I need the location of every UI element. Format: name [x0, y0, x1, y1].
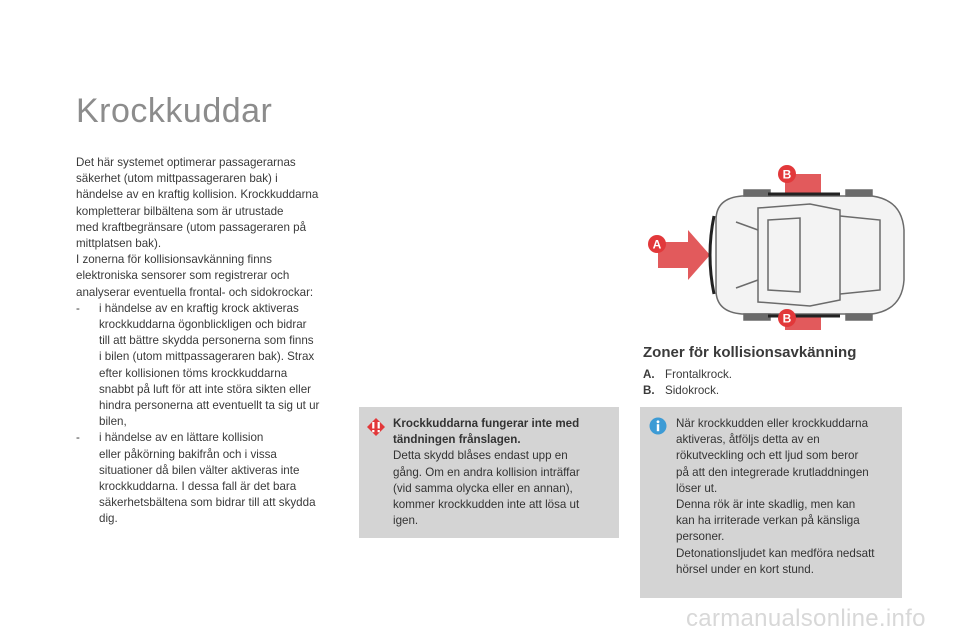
- text-line: hindra personerna att eventuellt ta sig ut ur: [99, 399, 320, 413]
- text-line: händelse av en kraftig kollision. Krockkuddarna: [76, 188, 319, 202]
- info-icon: [649, 417, 667, 435]
- text-line: kompletterar bilbältena som är utrustade: [76, 204, 284, 218]
- zone-item: [643, 383, 732, 399]
- frontal-impact-arrow: [658, 230, 710, 280]
- text-line: I zonerna för kollisionsavkänning finns: [76, 253, 272, 267]
- info-line: aktiveras, åtföljs detta av en: [676, 433, 820, 447]
- info-line: kan ha irriterade verkan på känsliga: [676, 514, 860, 528]
- warning-line: igen.: [393, 514, 419, 528]
- front-sensor-zone: [710, 216, 714, 294]
- zones-heading: Zoner för kollisionsavkänning: [643, 344, 857, 361]
- text-line: Det här systemet optimerar passagerarnas: [76, 156, 296, 169]
- svg-text:B: B: [782, 311, 792, 326]
- text-line: till att bättre skydda personerna som finns: [99, 334, 314, 348]
- label-b-top: [778, 165, 796, 183]
- info-box: [640, 407, 902, 598]
- text-line: snabbt på luft för att inte störa sikten eller: [99, 382, 312, 396]
- warning-line: Detta skydd blåses endast upp en: [393, 449, 568, 463]
- bullet-dash: -: [76, 301, 80, 315]
- text-line: bilen,: [99, 415, 127, 429]
- text-line: eller påkörning bakifrån och i vissa: [99, 447, 277, 461]
- zones-list: [643, 367, 732, 399]
- bullet-dash: -: [76, 431, 80, 445]
- zone-label: Frontalkrock.: [665, 368, 733, 381]
- label-b-bottom: [778, 309, 796, 327]
- warning-line: gång. Om en andra kollision inträffar: [393, 465, 580, 479]
- text-line: efter kollisionen töms krockkuddarna: [99, 366, 288, 380]
- watermark: carmanualsonline.info: [686, 605, 926, 632]
- text-line: i händelse av en kraftig krock aktiveras: [99, 301, 299, 315]
- warning-bold-line: Krockkuddarna fungerar inte med: [393, 417, 580, 430]
- text-line: elektroniska sensorer som registrerar och: [76, 269, 290, 283]
- zone-item: [643, 367, 732, 383]
- info-line: När krockkudden eller krockkuddarna: [676, 417, 869, 430]
- info-line: på att den integrerade krutladdningen: [676, 465, 869, 479]
- collision-zones-diagram: [640, 160, 920, 340]
- text-line: i händelse av en lättare kollision: [99, 431, 264, 445]
- zone-label: Sidokrock.: [665, 384, 720, 398]
- info-line: Detonationsljudet kan medföra nedsatt: [676, 546, 875, 560]
- text-line: analyserar eventuella frontal- och sidokrockar:: [76, 285, 314, 299]
- intro-paragraph: [76, 155, 338, 301]
- warning-line: (vid samma olycka eller en annan),: [393, 481, 573, 495]
- text-line: krockkuddarna ögonblickligen och bidrar: [99, 318, 307, 332]
- text-line: med kraftbegränsare (utom passageraren på: [76, 220, 307, 234]
- text-line: dig.: [99, 512, 118, 526]
- info-line: personer.: [676, 530, 725, 544]
- bullet-item: [76, 430, 338, 527]
- zone-key: B.: [643, 384, 655, 398]
- text-line: i bilen (utom mittpassageraren bak). Strax: [99, 350, 315, 364]
- warning-line: kommer krockkudden inte att lösa ut: [393, 498, 580, 512]
- text-line: säkerhet (utom mittpassageraren bak) i: [76, 172, 278, 186]
- car-outline: [716, 190, 904, 320]
- info-line: rökutveckling och ett ljud som beror: [676, 449, 859, 463]
- body-text: [76, 155, 338, 528]
- text-line: mittplatsen bak).: [76, 237, 162, 251]
- bullet-item: [76, 301, 338, 431]
- warning-box: [359, 407, 619, 538]
- svg-text:B: B: [782, 167, 792, 182]
- warning-icon: [366, 417, 386, 437]
- warning-bold-line: tändningen frånslagen.: [393, 433, 521, 447]
- label-a: [648, 235, 666, 253]
- svg-text:A: A: [652, 237, 662, 252]
- info-line: hörsel under en kort stund.: [676, 562, 814, 576]
- info-line: Denna rök är inte skadlig, men kan: [676, 498, 856, 512]
- text-line: situationer då bilen välter aktiveras inte: [99, 463, 300, 477]
- text-line: säkerhetsbältena som bidrar till att skydda: [99, 496, 316, 510]
- zone-key: A.: [643, 368, 655, 381]
- page-title: Krockkuddar: [76, 92, 273, 130]
- text-line: krockkuddarna. I dessa fall är det bara: [99, 480, 297, 494]
- info-line: löser ut.: [676, 481, 718, 495]
